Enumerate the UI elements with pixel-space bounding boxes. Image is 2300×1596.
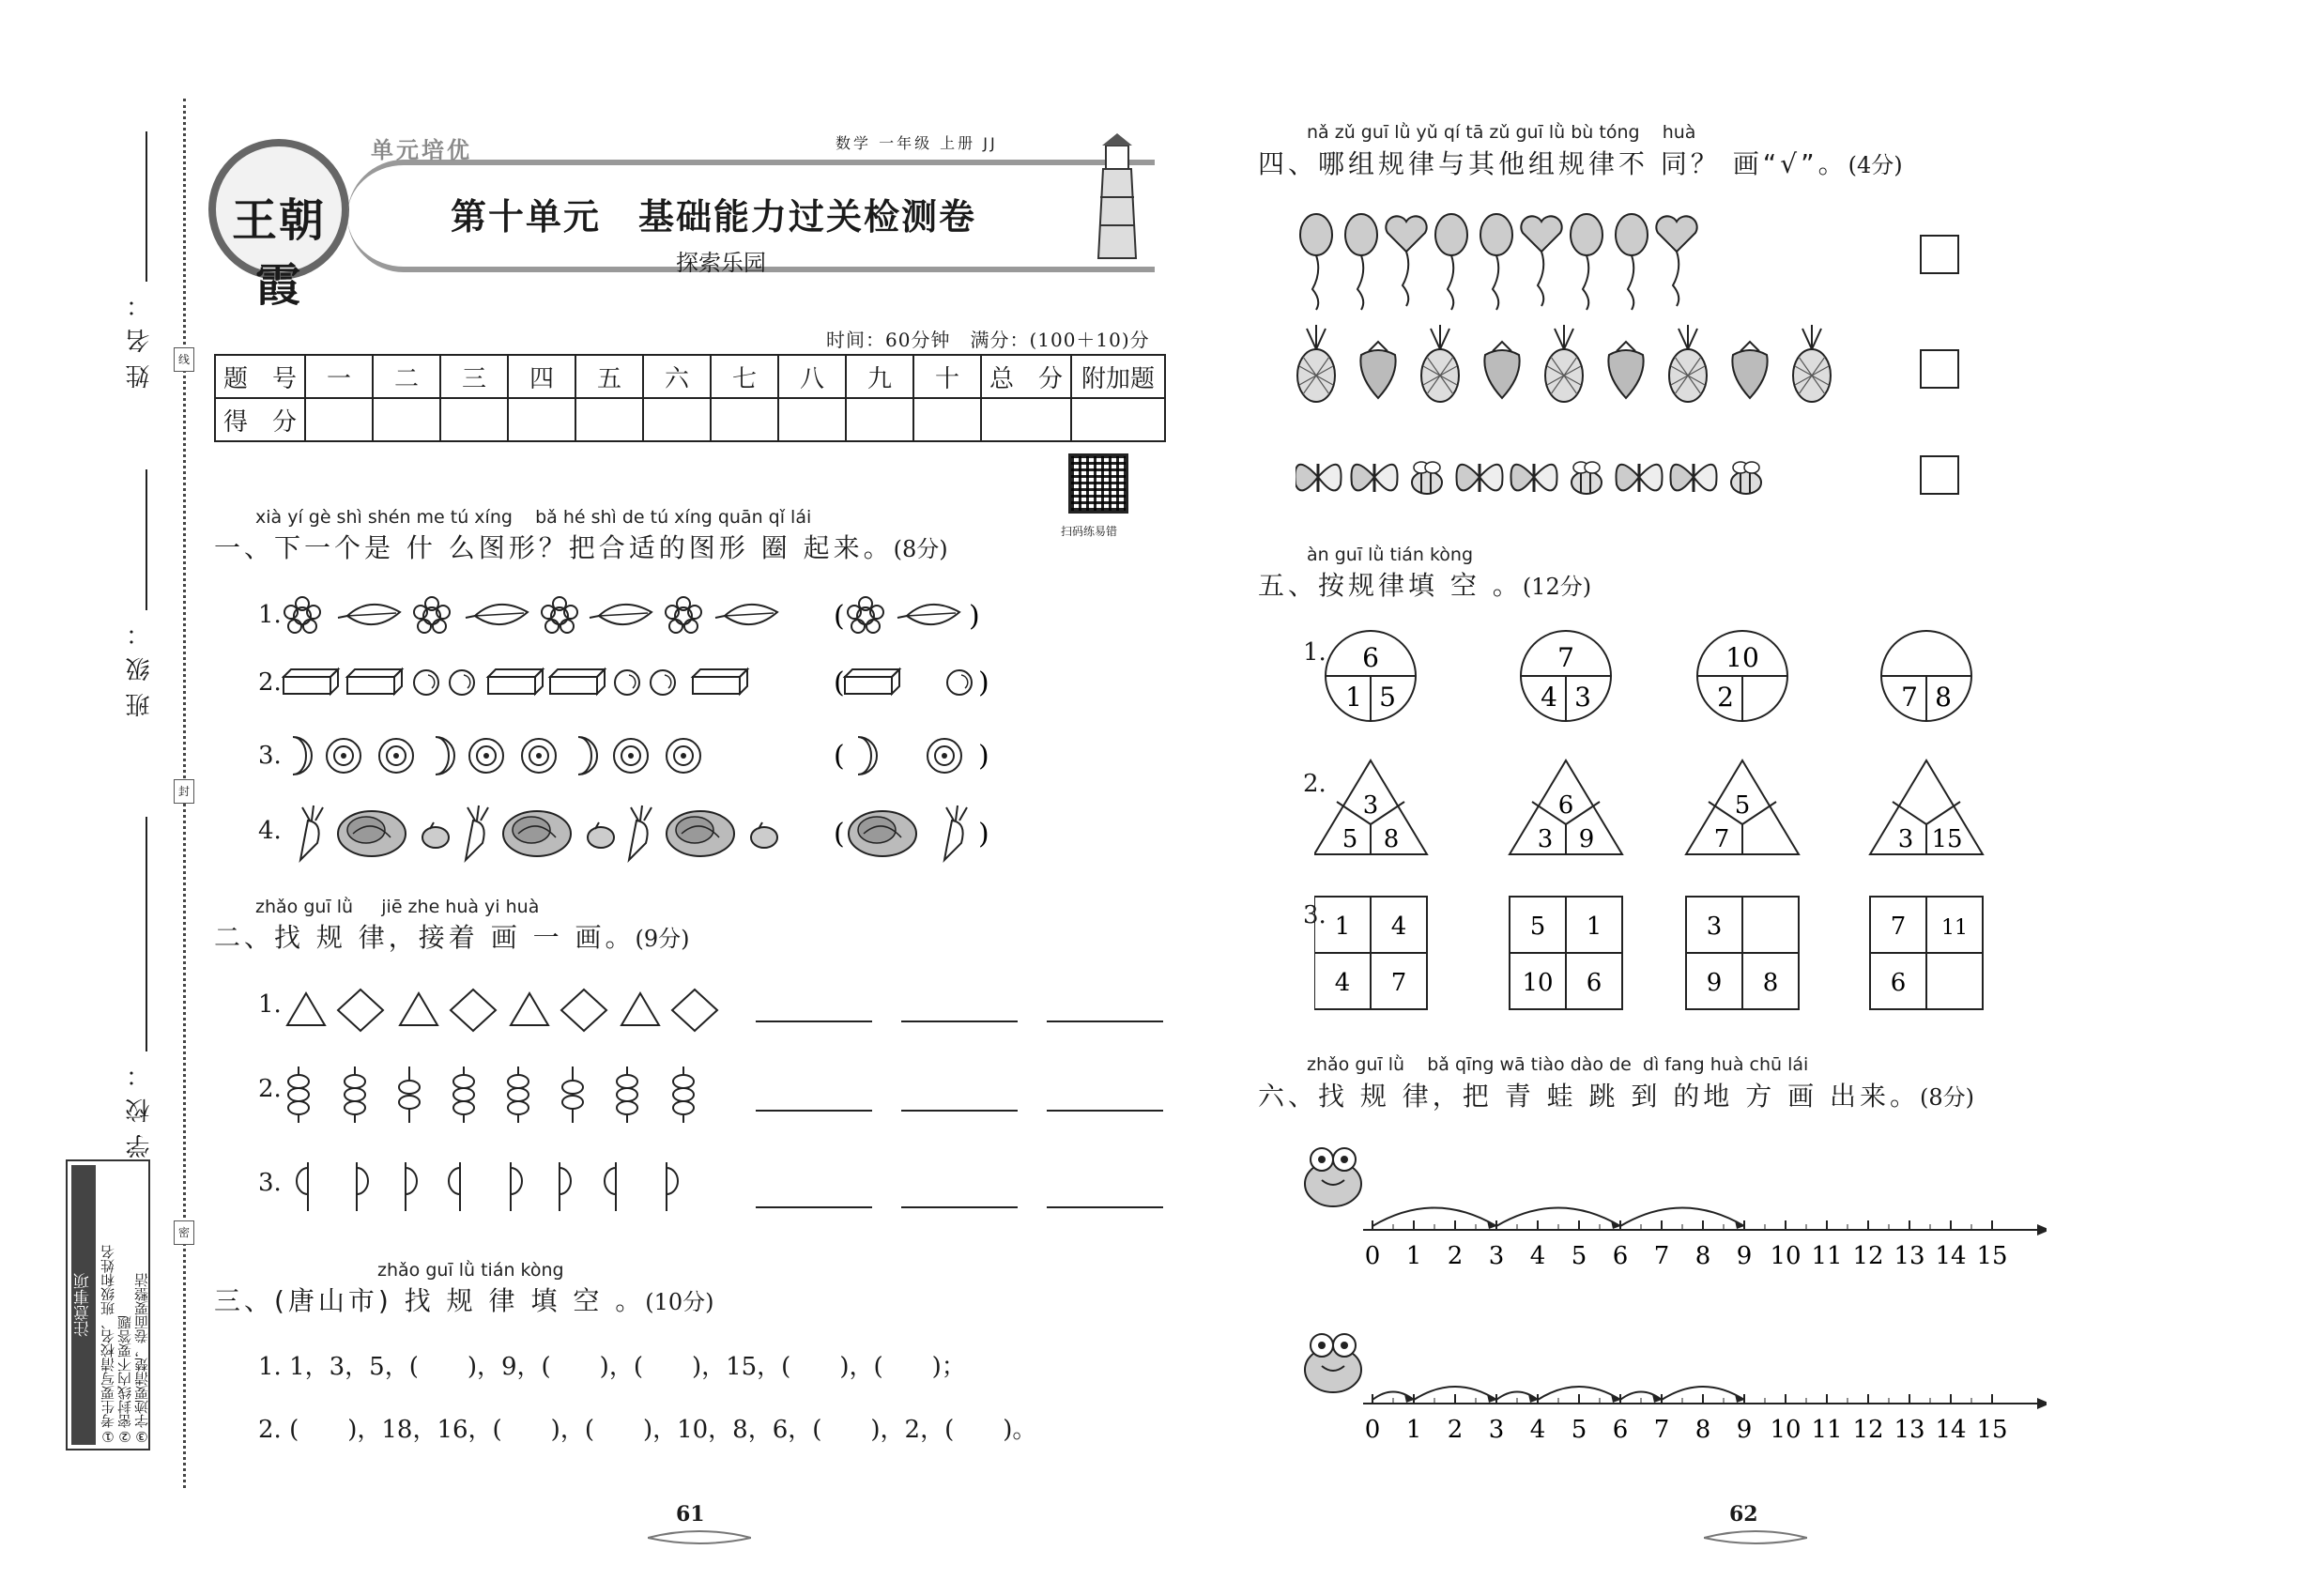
s5-figures: [1314, 629, 2028, 1023]
circle-top-number: 7: [1557, 642, 1574, 673]
circle-top-number: 6: [1362, 642, 1379, 673]
s2-answer-blank[interactable]: [1047, 1021, 1163, 1022]
tick-label: 4: [1529, 1242, 1546, 1270]
notes-text: [100, 1165, 150, 1445]
s3-line-2[interactable]: 2. ( )，18，16，( )，( )，10，8，6，( )，2，( )。: [258, 1416, 1037, 1444]
score-header-cell: 十: [913, 355, 981, 398]
s3-line-1[interactable]: 1. 1，3，5，( )，9，( )，( )，15，( )，( )；: [258, 1353, 966, 1381]
s5-q-num: 1.: [1303, 638, 1326, 667]
score-header-cell: 五: [575, 355, 643, 398]
score-row: [215, 398, 1165, 441]
number-line-arrow: [2037, 1224, 2047, 1235]
s2-answer-blank[interactable]: [756, 1206, 872, 1208]
triangle-left-number: 5: [1342, 825, 1358, 853]
s4-answer-box[interactable]: [1920, 235, 1959, 274]
s4-answer-box[interactable]: [1920, 455, 1959, 495]
triangle-top-number: 5: [1734, 791, 1751, 820]
s1-pinyin: xià yí gè shì shén me tú xíng bǎ hé shì de tú xíng quān qǐ lái: [255, 507, 812, 528]
s2-answer-blank[interactable]: [901, 1110, 1018, 1112]
triangle-left-number: 3: [1897, 825, 1914, 853]
frog-icon: [1305, 1148, 1361, 1206]
tick-label: 14: [1935, 1416, 1967, 1444]
note-item: ③字迹要清楚，卷面要整洁: [133, 1273, 150, 1445]
s5-pinyin: àn guī lǜ tián kòng: [1307, 545, 1474, 565]
svg-text:(: (: [834, 740, 845, 773]
time-info: 时间：60分钟 满分：(100＋10)分: [826, 329, 1150, 351]
s4-pinyin: nǎ zǔ guī lǜ yǔ qí tā zǔ guī lǜ bù tóng huà: [1307, 122, 1696, 143]
svg-text:): ): [978, 818, 989, 851]
svg-text:(: (: [834, 600, 845, 633]
s2-answer-blank[interactable]: [1047, 1206, 1163, 1208]
circle-left-number: 7: [1901, 682, 1918, 713]
score-header-cell: 总 分: [981, 355, 1071, 398]
s4-points: (4分): [1848, 152, 1903, 178]
square-number: 9: [1706, 969, 1723, 997]
square-number: 7: [1390, 969, 1407, 997]
score-cell[interactable]: [440, 398, 508, 441]
page-subtitle: 探索乐园: [676, 250, 766, 276]
s2-answer-blank[interactable]: [901, 1206, 1018, 1208]
frog-pupil: [1341, 1342, 1348, 1349]
number-line-arrow: [2037, 1398, 2047, 1409]
frog-pupil: [1318, 1342, 1326, 1349]
frog-pupil: [1341, 1156, 1348, 1163]
svg-text:): ): [978, 667, 989, 699]
score-header-cell: 六: [643, 355, 711, 398]
tick-label: 3: [1488, 1242, 1505, 1270]
s5-points: (12分): [1522, 574, 1592, 600]
logo-text: 王朝霞: [231, 194, 326, 312]
tick-label: 2: [1447, 1242, 1464, 1270]
tick-label: 13: [1894, 1242, 1925, 1270]
tick-label: 12: [1852, 1242, 1884, 1270]
s2-points: (9分): [635, 926, 690, 952]
square-number: 7: [1890, 913, 1907, 941]
score-cell[interactable]: [373, 398, 440, 441]
page-number-right: 62: [1729, 1502, 1758, 1527]
tick-label: 10: [1770, 1416, 1802, 1444]
s3-pinyin: zhǎo guī lǜ tián kòng: [377, 1260, 564, 1281]
s2-q-num: 1.: [258, 990, 282, 1019]
square-number: 4: [1390, 913, 1407, 941]
svg-text:): ): [969, 600, 980, 633]
square-number: 1: [1586, 913, 1602, 941]
s1-title-text: 一、下一个是 什 么图形？把合适的图形 圈 起来。: [214, 532, 894, 563]
square-number: 3: [1706, 913, 1723, 941]
circle-left-number: 1: [1345, 682, 1362, 713]
score-header-cell: 四: [508, 355, 575, 398]
s6-points: (8分): [1920, 1084, 1975, 1111]
s4-figures: [1296, 207, 1878, 526]
s2-title: [214, 917, 690, 955]
square-number: 10: [1522, 969, 1554, 997]
s3-title-text: 三、(唐山市) 找 规 律 填 空 。: [214, 1285, 646, 1316]
score-cell[interactable]: [778, 398, 846, 441]
score-cell[interactable]: [305, 398, 373, 441]
s2-answer-blank[interactable]: [756, 1110, 872, 1112]
square-number: 11: [1941, 916, 1968, 940]
tick-label: 14: [1935, 1242, 1967, 1270]
circle-left-number: 4: [1541, 682, 1557, 713]
tick-label: 4: [1529, 1416, 1546, 1444]
s5-q-num: 2.: [1303, 770, 1326, 798]
frog-icon: [1305, 1334, 1361, 1392]
square-number: 4: [1334, 969, 1351, 997]
school-label: 学校：: [126, 1051, 154, 1159]
s4-title-text: 四、哪组规律与其他组规律不 同？ 画“√”。: [1258, 148, 1848, 179]
book-meta: 数学 一年级 上册 JJ: [836, 134, 998, 152]
name-line: [146, 131, 147, 282]
triangle-left-number: 7: [1713, 825, 1730, 853]
score-header-cell: 附加题: [1071, 355, 1165, 398]
score-header-cell: 一: [305, 355, 373, 398]
seal-line-mark: 线: [174, 347, 194, 372]
score-cell[interactable]: [643, 398, 711, 441]
note-item: ②密封线内不要答题: [116, 1315, 133, 1445]
s4-answer-box[interactable]: [1920, 349, 1959, 389]
triangle-right-number: 9: [1578, 825, 1595, 853]
s5-q-num: 3.: [1303, 901, 1326, 929]
triangle-right-number: 8: [1383, 825, 1400, 853]
triangle-top-number: 6: [1557, 791, 1574, 820]
score-header-cell: 九: [846, 355, 913, 398]
circle-right-number: 5: [1379, 682, 1396, 713]
triangle-top-number: 3: [1362, 791, 1379, 820]
s5-title: [1258, 565, 1591, 603]
tick-label: 2: [1447, 1416, 1464, 1444]
tick-label: 8: [1694, 1416, 1711, 1444]
s1-title: [214, 528, 948, 565]
lighthouse-icon: [1080, 131, 1155, 263]
tick-label: 0: [1364, 1416, 1381, 1444]
tick-label: 11: [1811, 1242, 1843, 1270]
square-number: 5: [1529, 913, 1546, 941]
score-header-cell: 二: [373, 355, 440, 398]
jump-arc: [1496, 1208, 1620, 1227]
s2-q-num: 3.: [258, 1169, 282, 1197]
score-cell[interactable]: [846, 398, 913, 441]
tick-label: 5: [1571, 1242, 1587, 1270]
s6-title: [1258, 1076, 1974, 1113]
name-label: 姓名：: [126, 282, 154, 389]
circle-right-number: 3: [1574, 682, 1591, 713]
page-title: 第十单元 基础能力过关检测卷: [451, 196, 977, 238]
s2-title-text: 二、找 规 律，接着 画 一 画。: [214, 922, 636, 953]
tick-label: 11: [1811, 1416, 1843, 1444]
notes-tag: 注意事项: [71, 1165, 96, 1445]
s1-points: (8分): [893, 536, 948, 562]
svg-text:(: (: [834, 667, 845, 699]
triangle-right-number: 15: [1931, 825, 1963, 853]
s5-title-text: 五、按规律填 空 。: [1258, 570, 1523, 601]
svg-text:): ): [978, 740, 989, 773]
seal-seal-mark: 封: [174, 779, 194, 804]
score-header-row: [215, 355, 1165, 398]
tick-label: 8: [1694, 1242, 1711, 1270]
circle-right-number: 8: [1935, 682, 1952, 713]
score-cell[interactable]: [981, 398, 1071, 441]
s2-answer-blank[interactable]: [1047, 1110, 1163, 1112]
s1-q-num: 3.: [258, 742, 282, 770]
page-ornament-icon: [1704, 1530, 1807, 1545]
tick-label: 15: [1976, 1242, 2008, 1270]
square-number: 6: [1890, 969, 1907, 997]
score-cell[interactable]: [575, 398, 643, 441]
score-table: [214, 354, 1166, 442]
score-header-cell: 题 号: [215, 355, 305, 398]
s3-title: [214, 1281, 714, 1318]
jump-arc: [1620, 1208, 1744, 1227]
tick-label: 9: [1736, 1242, 1753, 1270]
s1-q-num: 1.: [258, 601, 282, 629]
s2-pinyin: zhǎo guī lǜ jiē zhe huà yi huà: [255, 897, 540, 917]
score-cell[interactable]: [508, 398, 575, 441]
score-header-cell: 八: [778, 355, 846, 398]
score-cell[interactable]: [913, 398, 981, 441]
series-tag: 单元培优: [371, 137, 472, 163]
s2-answer-blank[interactable]: [756, 1021, 872, 1022]
notes-box: [66, 1159, 150, 1450]
note-item: ①考生要写清校名、班级和姓名: [100, 1245, 116, 1445]
tick-label: 7: [1653, 1416, 1670, 1444]
triangle-divider: [1926, 802, 1960, 824]
s1-q-num: 4.: [258, 817, 282, 845]
tick-label: 13: [1894, 1416, 1925, 1444]
s4-title: [1258, 144, 1903, 181]
school-line: [146, 817, 147, 1051]
circle-top-number: 10: [1725, 642, 1759, 673]
page-number-left: 61: [676, 1502, 705, 1527]
svg-text:(: (: [834, 818, 845, 851]
qr-caption: 扫码练易错: [1061, 525, 1118, 538]
score-row-label: 得 分: [215, 398, 305, 441]
score-cell[interactable]: [711, 398, 778, 441]
tick-label: 12: [1852, 1416, 1884, 1444]
score-header-cell: 七: [711, 355, 778, 398]
jump-arc: [1372, 1208, 1496, 1227]
s2-figures: [282, 967, 732, 1220]
square-number: 6: [1586, 969, 1602, 997]
s6-pinyin: zhǎo guī lǜ bǎ qīng wā tiào dào de dì fang huà chū lái: [1307, 1054, 1809, 1075]
triangle-left-number: 3: [1537, 825, 1554, 853]
tick-label: 1: [1405, 1416, 1422, 1444]
square-number: 8: [1762, 969, 1779, 997]
tick-label: 15: [1976, 1416, 2008, 1444]
class-label: 班级：: [126, 610, 154, 717]
score-cell[interactable]: [1071, 398, 1165, 441]
s1-q-num: 2.: [258, 668, 282, 697]
frog-pupil: [1318, 1156, 1326, 1163]
triangle-divider: [1893, 802, 1926, 824]
s6-title-text: 六、找 规 律，把 青 蛙 跳 到 的地 方 画 出来。: [1258, 1081, 1921, 1112]
s2-q-num: 2.: [258, 1075, 282, 1103]
s3-points: (10分): [645, 1289, 714, 1315]
s2-answer-blank[interactable]: [901, 1021, 1018, 1022]
tick-label: 6: [1612, 1242, 1629, 1270]
tick-label: 7: [1653, 1242, 1670, 1270]
score-header-cell: 三: [440, 355, 508, 398]
tick-label: 3: [1488, 1416, 1505, 1444]
tick-label: 1: [1405, 1242, 1422, 1270]
square-number: 1: [1334, 913, 1351, 941]
tick-label: 0: [1364, 1242, 1381, 1270]
publisher-logo: [208, 139, 349, 312]
s6-number-lines: [1296, 1141, 2047, 1460]
page-ornament-icon: [648, 1530, 751, 1545]
s1-figures: [282, 582, 1014, 882]
qr-code-icon[interactable]: [1068, 453, 1128, 514]
seal-secret-mark: 密: [174, 1220, 194, 1245]
tick-label: 5: [1571, 1416, 1587, 1444]
class-line: [146, 469, 147, 610]
tick-label: 10: [1770, 1242, 1802, 1270]
tick-label: 9: [1736, 1416, 1753, 1444]
tick-label: 6: [1612, 1416, 1629, 1444]
circle-left-number: 2: [1717, 682, 1734, 713]
